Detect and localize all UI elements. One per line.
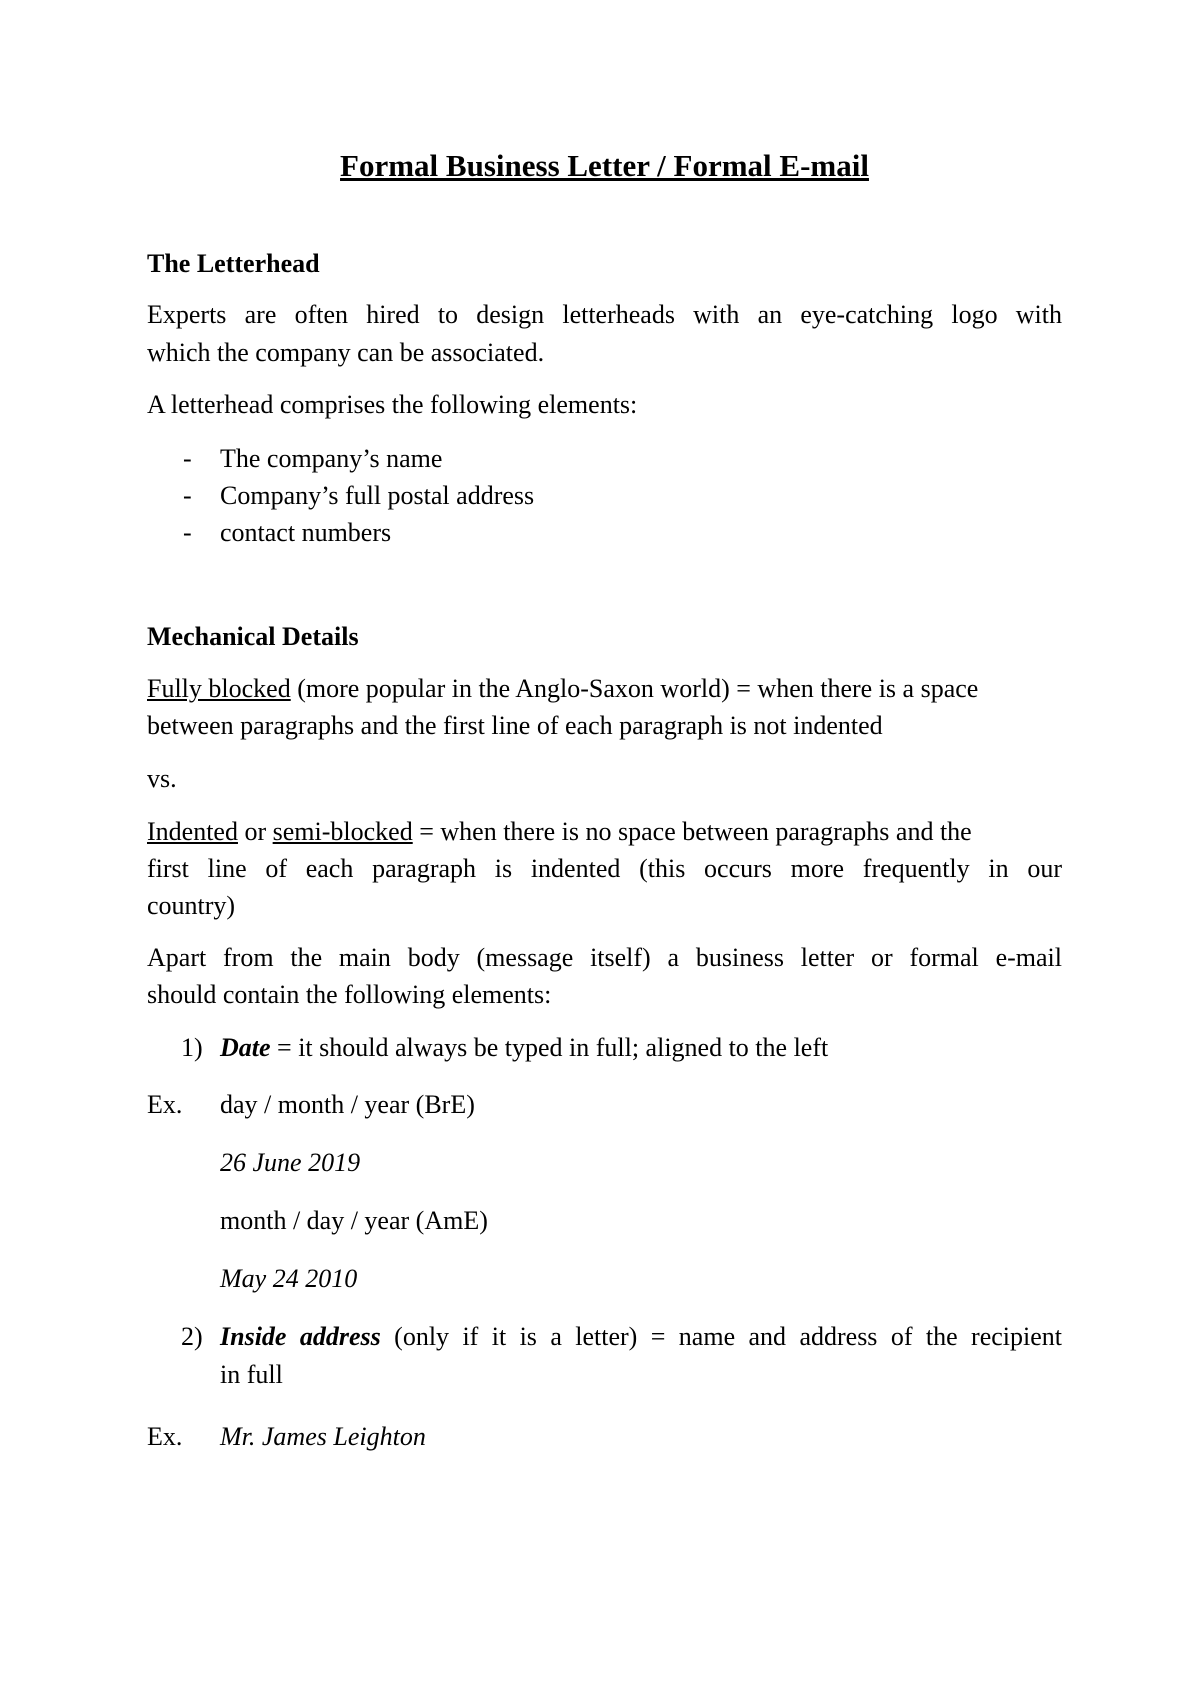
list-item: contact numbers: [220, 518, 392, 547]
list-item: The company’s name: [220, 444, 443, 473]
page-title: Formal Business Letter / Formal E-mail: [340, 148, 869, 183]
example-date-ame-value: May 24 2010: [220, 1264, 358, 1293]
indented-term: Indented: [147, 817, 238, 846]
date-description: = it should always be typed in full; aligned to the left: [270, 1033, 829, 1062]
fully-blocked-term: Fully blocked: [147, 674, 291, 703]
section-heading-letterhead: The Letterhead: [147, 249, 320, 278]
fully-blocked-line-2: between paragraphs and the first line of each paragraph is not indented: [147, 711, 883, 740]
bullet-dash: -: [183, 481, 192, 510]
list-item: Company’s full postal address: [220, 481, 535, 510]
example-label: Ex.: [147, 1090, 183, 1119]
indented-line-1: [147, 813, 972, 851]
semi-blocked-term: semi-blocked: [272, 817, 413, 846]
example-date-bre-value: 26 June 2019: [220, 1148, 361, 1177]
apart-line-2: should contain the following elements:: [147, 980, 552, 1009]
vs-text: vs.: [147, 764, 177, 793]
or-text: or: [237, 817, 273, 846]
indented-line-2: first line of each paragraph is indented (this occurs more frequently in our: [147, 854, 1062, 883]
letterhead-elements-intro: A letterhead comprises the following elements:: [147, 390, 638, 419]
example-inside-address-name: Mr. James Leighton: [220, 1422, 426, 1451]
indented-definition: = when there is no space between paragraphs and the: [412, 817, 972, 846]
bullet-dash: -: [183, 444, 192, 473]
item-number-2: 2): [181, 1322, 203, 1351]
letterhead-paragraph-line-2: which the company can be associated.: [147, 338, 545, 367]
item-number-1: 1): [181, 1033, 203, 1062]
fully-blocked-line-1: [147, 670, 978, 708]
example-date-ame-format: month / day / year (AmE): [220, 1206, 488, 1235]
item-date-line: [220, 1029, 828, 1067]
bullet-dash: -: [183, 518, 192, 547]
inside-address-term: Inside address: [220, 1322, 381, 1351]
apart-line-1: Apart from the main body (message itself) a business letter or formal e-mail: [147, 943, 1062, 972]
example-label: Ex.: [147, 1422, 183, 1451]
letterhead-paragraph-line-1: Experts are often hired to design letterheads with an eye-catching logo with: [147, 300, 1062, 329]
section-heading-mechanical-details: Mechanical Details: [147, 622, 359, 651]
item-inside-address-line-1: [220, 1318, 1062, 1356]
fully-blocked-definition: (more popular in the Anglo-Saxon world) = when there is a space: [290, 674, 979, 703]
inside-address-description: (only if it is a letter) = name and address of the recipient: [380, 1322, 1063, 1351]
indented-line-3: country): [147, 891, 236, 920]
example-date-bre-format: day / month / year (BrE): [220, 1090, 475, 1119]
item-inside-address-line-2: in full: [220, 1360, 283, 1389]
date-term: Date: [220, 1033, 271, 1062]
